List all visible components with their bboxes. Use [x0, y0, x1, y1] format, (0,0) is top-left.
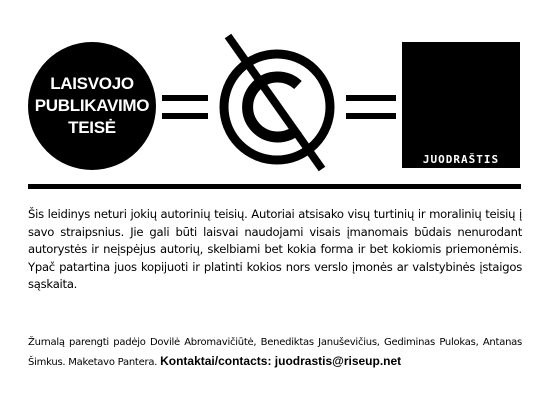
badge-line-1: LAISVOJO	[50, 74, 134, 93]
credits-paragraph	[28, 334, 522, 372]
equals-sign-1	[162, 95, 208, 119]
badge-line-3: TEISĖ	[68, 118, 116, 137]
no-copyright-icon	[210, 30, 345, 175]
badge-text	[35, 73, 149, 139]
square-label: JUODRAŠTIS	[422, 153, 500, 166]
horizontal-rule	[28, 184, 521, 189]
copyright-statement: Šis leidinys neturi jokių autorinių teisių. Autoriai atsisako visų turtinių ir moralinių teisių į savo straipsnius. Jie gali būti laisvai naudojami visais įmanomais būdais nenurodant autorystės ir neįspėjus autorių, skelbiami bet kokia forma ir bet kokiomis priemonėmis. Ypač patartina juos kopijuoti ir platinti kokios nors verslo įmonės ar valstybinės įstaigos sąskaita.	[28, 207, 522, 292]
emblem-row	[0, 0, 550, 180]
free-publishing-badge	[28, 42, 156, 170]
contacts-text: Kontaktai/contacts: juodrastis@riseup.net	[160, 354, 402, 368]
equals-sign-2	[346, 95, 396, 119]
juodrastis-square	[402, 42, 520, 168]
credits-text: Žurnalą parengti padėjo Dovilė Abromavičiūtė, Benediktas Januševičius, Gediminas Pulokas, Antanas Šimkus. Maketavo Pantera.	[28, 337, 522, 368]
badge-line-2: PUBLIKAVIMO	[34, 96, 150, 115]
